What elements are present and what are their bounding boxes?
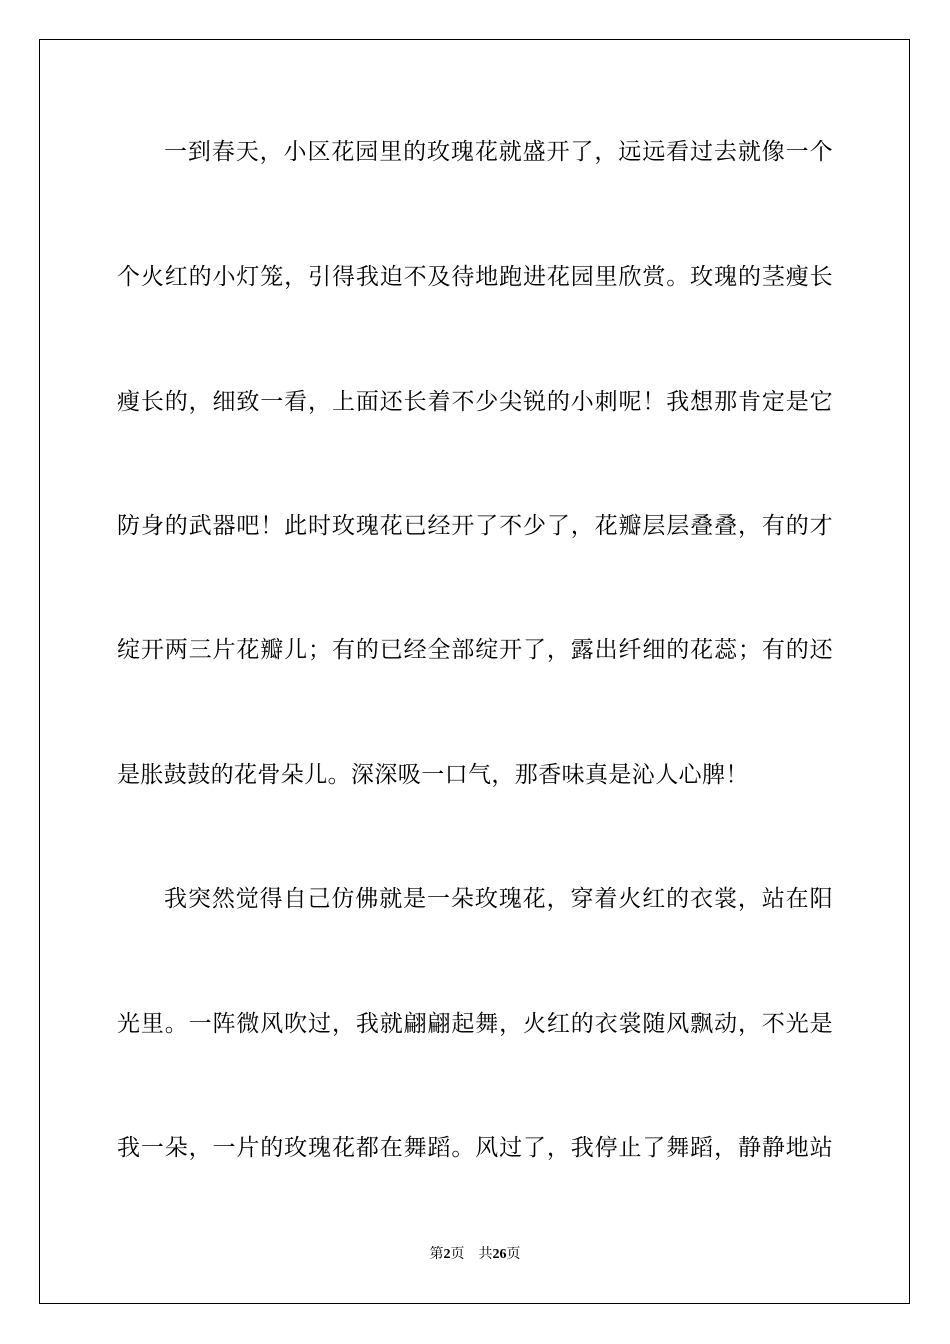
paragraph-2-line-2: 光里。一阵微风吹过，我就翩翩起舞，火红的衣裳随风飘动，不光是 (117, 1011, 833, 1037)
paragraph-1-line-1: 一到春天，小区花园里的玫瑰花就盛开了，远远看过去就像一个 (164, 139, 833, 165)
page-border (39, 39, 910, 1304)
total-pages: 26 (492, 1247, 507, 1262)
paragraph-1-line-6: 是胀鼓鼓的花骨朵儿。深深吸一口气，那香味真是沁人心脾！ (117, 762, 749, 788)
paragraph-1-line-2: 个火红的小灯笼，引得我迫不及待地跑进花园里欣赏。玫瑰的茎瘦长 (117, 264, 833, 290)
total-pages-prefix: 共 (478, 1247, 493, 1262)
total-pages-suffix: 页 (506, 1247, 521, 1262)
paragraph-2-line-3: 我一朵，一片的玫瑰花都在舞蹈。风过了，我停止了舞蹈，静静地站 (117, 1135, 833, 1161)
paragraph-1-line-4: 防身的武器吧！此时玫瑰花已经开了不少了，花瓣层层叠叠，有的才 (117, 513, 833, 539)
page-footer (0, 1245, 950, 1265)
paragraph-2-line-1: 我突然觉得自己仿佛就是一朵玫瑰花，穿着火红的衣裳，站在阳 (164, 886, 833, 912)
paragraph-1-line-3: 瘦长的，细致一看，上面还长着不少尖锐的小刺呢！我想那肯定是它 (117, 389, 833, 415)
page-number-suffix: 页 (450, 1247, 465, 1262)
page-number: 2 (443, 1247, 451, 1262)
page-number-prefix: 第 (429, 1247, 444, 1262)
paragraph-1-line-5: 绽开两三片花瓣儿；有的已经全部绽开了，露出纤细的花蕊；有的还 (117, 637, 833, 663)
